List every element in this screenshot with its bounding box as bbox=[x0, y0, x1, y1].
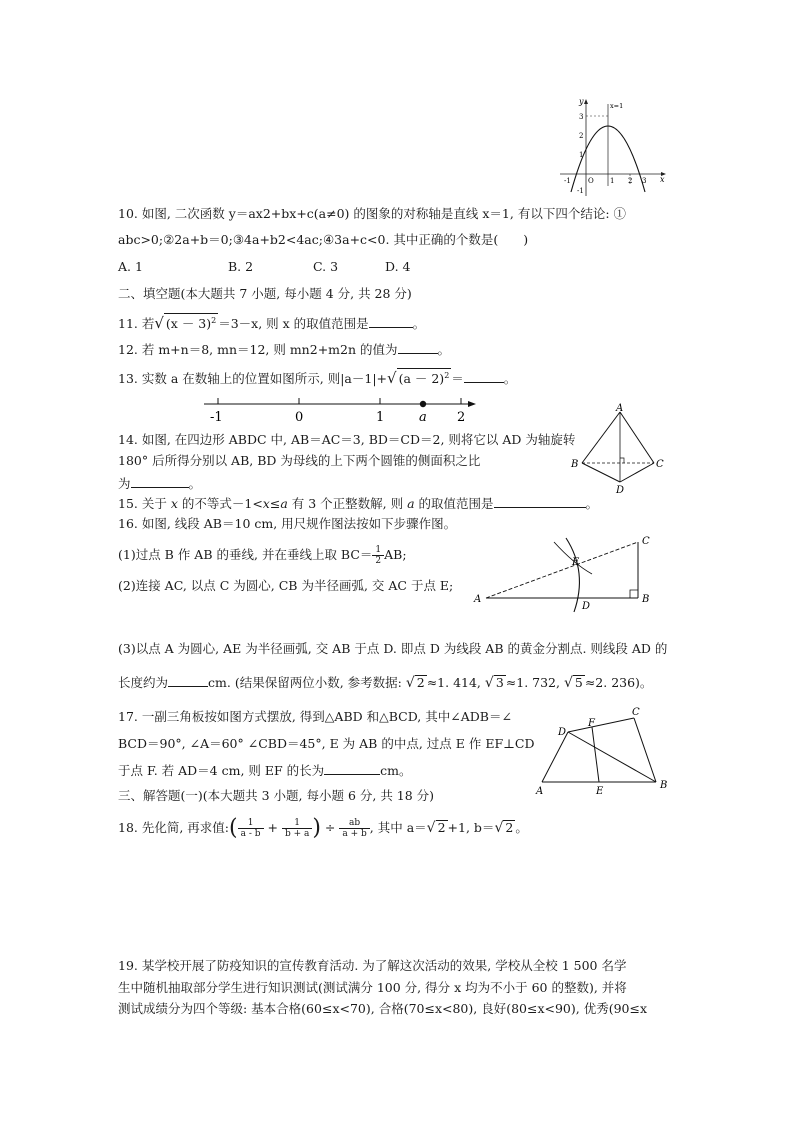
y-tick-3: 3 bbox=[579, 113, 584, 121]
section-2-heading: 二、填空题(本大题共 7 小题, 每小题 4 分, 共 28 分) bbox=[118, 286, 412, 301]
q19-line1: 19. 某学校开展了防疫知识的宣传教育活动. 为了解这次活动的效果, 学校从全校 1 500 名学 bbox=[118, 958, 627, 973]
option-c: C. 3 bbox=[313, 259, 339, 274]
q14-label-b: B bbox=[571, 459, 579, 470]
q13-radicand: $(a - 2)^2$ bbox=[397, 368, 452, 385]
q17-label-b: B bbox=[660, 780, 668, 791]
q14-label-a: A bbox=[616, 403, 624, 414]
q10-line1: 10. 如图, 二次函数 y＝ax2+bx+c(a≠0) 的图象的对称轴是直线 x＝1, 有以下四个结论: ① bbox=[118, 206, 627, 221]
q13-pre: 13. 实数 a 在数轴上的位置如图所示, 则|a－1|+ bbox=[118, 371, 388, 387]
q17-figure bbox=[530, 704, 676, 796]
q15-answer-blank[interactable] bbox=[494, 495, 586, 508]
q18-fraction-1: $\frac{1}{a - b}$ bbox=[238, 818, 264, 839]
q11-post: ＝3－x, 则 x 的取值范围是 bbox=[218, 316, 369, 332]
option-d: D. 4 bbox=[385, 259, 411, 274]
q12-answer-blank[interactable] bbox=[398, 341, 438, 354]
q19-line2: 生中随机抽取部分学生进行知识测试(测试满分 100 分, 得分 x 均为不小于 60 的整数), 并将 bbox=[118, 980, 627, 995]
q16-label-a: A bbox=[474, 594, 482, 605]
q18-fraction-2: $\frac{1}{b + a}$ bbox=[282, 818, 312, 839]
q15: 15. 关于 x 的不等式－1<x≤a 有 3 个正整数解, 则 a 的取值范围是 。 bbox=[118, 496, 599, 511]
option-b: B. 2 bbox=[228, 259, 254, 274]
q17-line1: 17. 一副三角板按如图方式摆放, 得到△ABD 和△BCD, 其中∠ADB＝∠ bbox=[118, 709, 512, 724]
tick-0: 0 bbox=[295, 410, 304, 425]
option-a: A. 1 bbox=[118, 259, 143, 274]
point-a-label: a bbox=[419, 410, 427, 425]
q11-answer-blank[interactable] bbox=[369, 315, 413, 328]
x-axis-label: x bbox=[660, 175, 665, 184]
number-line bbox=[200, 394, 480, 426]
q14-line1: 14. 如图, 在四边形 ABDC 中, AB＝AC＝3, BD＝CD＝2, 则将它以 AD 为轴旋转 bbox=[118, 432, 576, 447]
q16-label-b: B bbox=[642, 594, 650, 605]
symmetry-label: x=1 bbox=[610, 102, 624, 110]
q17-answer-blank[interactable] bbox=[324, 762, 380, 775]
q10-options bbox=[118, 259, 411, 275]
x-tick-1: 1 bbox=[610, 177, 615, 185]
q17-label-f: F bbox=[588, 718, 595, 729]
q19-line3: 测试成绩分为四个等级: 基本合格(60≤x<70), 合格(70≤x<80), 良好(80≤x<90), 优秀(90≤x bbox=[118, 1001, 648, 1016]
q17-line2: BCD＝90°, ∠A＝60° ∠CBD＝45°, E 为 AB 的中点, 过点 E 作 EF⊥CD bbox=[118, 736, 535, 751]
q18: 18. 先化简, 再求值:( $\frac{1}{a - b}$ + $\frac{1}{b + a}$ ) ÷ $\frac{ab}{a + b}$ , 其中 a＝√ 2 +1, b＝√ 2 。 bbox=[118, 815, 528, 841]
q13: 13. 实数 a 在数轴上的位置如图所示, 则|a－1|+√ $(a - 2)^2$ ＝ 。 bbox=[118, 369, 517, 388]
x-tick-neg1: -1 bbox=[564, 177, 571, 185]
y-tick-1: 1 bbox=[579, 151, 584, 159]
q14-figure bbox=[568, 402, 670, 494]
q16-step2: (2)连接 AC, 以点 C 为圆心, CB 为半径画弧, 交 AC 于点 E; bbox=[118, 578, 454, 593]
y-tick-neg1: -1 bbox=[577, 187, 584, 195]
parabola-graph bbox=[556, 96, 670, 200]
q12: 12. 若 m+n＝8, mn＝12, 则 mn2+m2n 的值为 。 bbox=[118, 342, 451, 357]
q11: 11. 若√ $(x - 3)^2 =3-x$, 则 x 的取值范围是 。 bbox=[118, 314, 426, 333]
q16-step1: (1)过点 B 作 AB 的垂线, 并在垂线上取 BC＝ $\frac{1}{2}$ AB; bbox=[118, 545, 407, 566]
y-axis-label: y bbox=[579, 97, 584, 106]
half-fraction: $\frac{1}{2}$ bbox=[372, 545, 384, 566]
tick-neg1: -1 bbox=[210, 410, 223, 425]
q12-text: 12. 若 m+n＝8, mn＝12, 则 mn2+m2n 的值为 bbox=[118, 342, 398, 357]
tick-2: 2 bbox=[457, 410, 466, 425]
y-tick-2: 2 bbox=[579, 132, 584, 140]
x-tick-3: 3 bbox=[642, 177, 647, 185]
q13-answer-blank[interactable] bbox=[464, 370, 504, 383]
q10-line2: abc>0;②2a+b＝0;③4a+b2<4ac;④3a+c<0. 其中正确的个数是( ) bbox=[118, 232, 529, 247]
q17-label-c: C bbox=[632, 707, 640, 718]
q16-label-d: D bbox=[582, 601, 591, 612]
q16-line1: 16. 如图, 线段 AB＝10 cm, 用尺规作图法按如下步骤作图。 bbox=[118, 516, 457, 531]
q17-label-d: D bbox=[558, 727, 567, 738]
q14-label-c: C bbox=[656, 459, 664, 470]
q11-pre: 11. 若 bbox=[118, 316, 155, 332]
q16-step4: 长度约为 cm. (结果保留两位小数, 参考数据: √ 2 ≈1. 414, √ 3 ≈1. 732, √ 5 ≈2. 236)。 bbox=[118, 675, 653, 691]
q16-label-e: E bbox=[572, 557, 580, 568]
q14-line2: 180° 后所得分别以 AB, BD 为母线的上下两个圆锥的侧面积之比 bbox=[118, 453, 481, 468]
q16-label-c: C bbox=[642, 536, 650, 547]
x-tick-2: 2 bbox=[628, 177, 633, 185]
q16-answer-blank[interactable] bbox=[168, 674, 208, 687]
q18-fraction-3: $\frac{ab}{a + b}$ bbox=[339, 818, 369, 839]
q17-label-a: A bbox=[536, 786, 544, 796]
q16-step3: (3)以点 A 为圆心, AE 为半径画弧, 交 AB 于点 D. 即点 D 为线段 AB 的黄金分割点. 则线段 AD 的 bbox=[118, 641, 668, 656]
q14-line3: 为 。 bbox=[118, 476, 202, 491]
q11-radicand: $(x - 3)^2$ bbox=[164, 313, 218, 330]
q14-answer-blank[interactable] bbox=[131, 475, 189, 488]
q16-figure bbox=[470, 532, 662, 614]
section-3-heading: 三、解答题(一)(本大题共 3 小题, 每小题 6 分, 共 18 分) bbox=[118, 788, 435, 803]
tick-1: 1 bbox=[376, 410, 385, 425]
x-tick-origin: O bbox=[588, 177, 594, 185]
q14-label-d: D bbox=[616, 485, 625, 494]
q17-label-e: E bbox=[596, 786, 604, 796]
q17-line3: 于点 F. 若 AD＝4 cm, 则 EF 的长为 cm。 bbox=[118, 763, 412, 778]
